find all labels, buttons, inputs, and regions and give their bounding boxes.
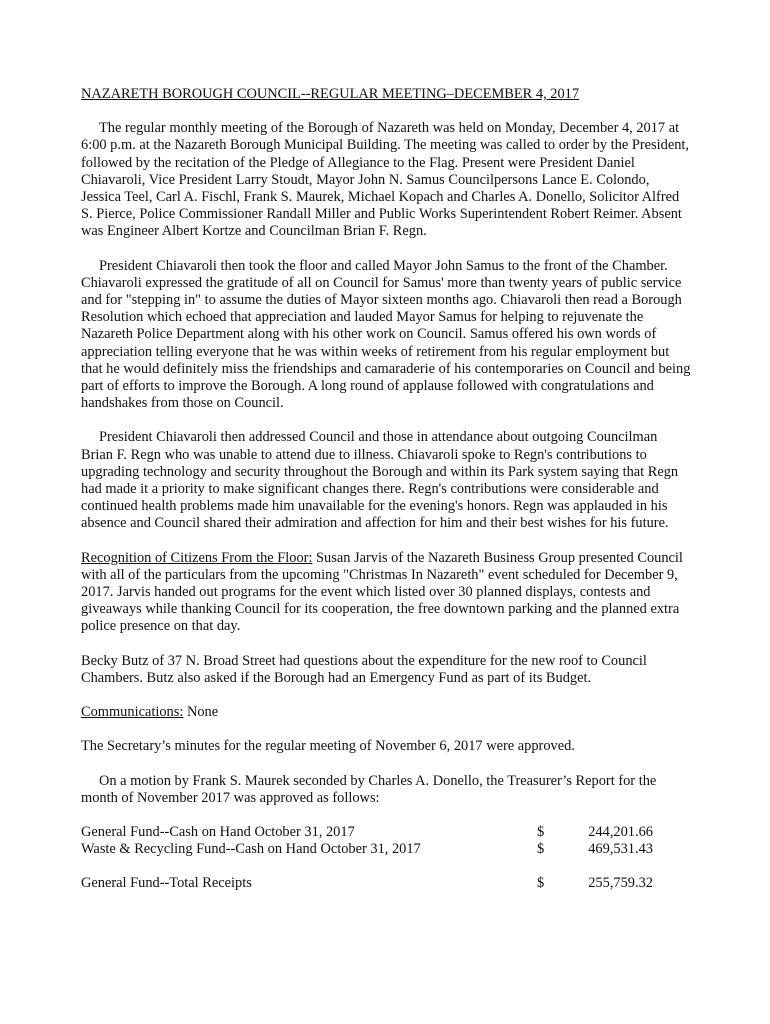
paragraph-minutes: The Secretary’s minutes for the regular meeting of November 6, 2017 were approved. — [81, 738, 575, 755]
financial-label: General Fund--Total Receipts — [81, 875, 252, 892]
financial-currency: $ — [537, 875, 545, 892]
financial-table — [81, 824, 691, 893]
paragraph-opening: The regular monthly meeting of the Borough of Nazareth was held on Monday, December 4, 2017 at 6:00 p.m. at the Nazareth Borough Municipal Building. The meeting was called to order by the President, followed by the recitation of the Pledge of Allegiance to the Flag. Present were President Daniel Chiavaroli, Vice President Larry Stoudt, Mayor John N. Samus Councilpersons Lance E. Colondo, Jessica Teel, Carl A. Fischl, Frank S. Maurek, Michael Kopach and Charles A. Donello, Solicitor Alfred S. Pierce, Police Commissioner Randall Miller and Public Works Superintendent Robert Reimer. Absent was Engineer Albert Kortze and Councilman Brian F. Regn. — [81, 120, 689, 240]
document-title: NAZARETH BOROUGH COUNCIL--REGULAR MEETING–DECEMBER 4, 2017 — [81, 86, 580, 102]
communications-heading: Communications: — [81, 704, 184, 721]
financial-amount: 244,201.66 — [588, 823, 653, 840]
financial-currency: $ — [537, 823, 545, 840]
paragraph-councilman-regn: President Chiavaroli then addressed Council and those in attendance about outgoing Councilman Brian F. Regn who was unable to attend due to illness. Chiavaroli spoke to Regn's contributions to upgrading technology and security throughout the Borough and within its Park system saying that Regn had made it a priority to make significant changes there. Regn's contributions were considerable and continued health problems made him unavailable for the evening's honors. Regn was applauded in his absence and Council shared their admiration and affection for him and their best wishes for his future. — [81, 429, 679, 532]
paragraph-mayor-samus: President Chiavaroli then took the floor and called Mayor John Samus to the front of the Chamber. Chiavaroli expressed the gratitude of all on Council for Samus' more than twenty years of public service and for "stepping in" to assume the duties of Mayor sixteen months ago. Chiavaroli then read a Borough Resolution which echoed that appreciation and lauded Mayor Samus for helping to rejuvenate the Nazareth Police Department along with his other work on Council. Samus offered his own words of appreciation telling everyone that he was within weeks of retirement from his regular employment but that he would definitely miss the friendships and camaraderie of his contemporaries on Council and being part of efforts to improve the Borough. A long round of applause followed with congratulations and handshakes from those on Council. — [81, 257, 691, 412]
financial-row — [81, 875, 691, 892]
financial-spacer — [81, 858, 691, 875]
document-page — [81, 86, 691, 892]
communications-text: None — [183, 704, 219, 721]
financial-currency: $ — [537, 841, 545, 858]
financial-label: General Fund--Cash on Hand October 31, 2017 — [81, 823, 355, 840]
financial-row — [81, 824, 691, 841]
paragraph-communications — [81, 704, 691, 721]
financial-row — [81, 841, 691, 858]
recognition-text: Susan Jarvis of the Nazareth Business Group presented Council with all of the particulars from the upcoming "Christmas In Nazareth" event scheduled for December 9, 2017. Jarvis handed out programs for the event which listed over 30 planned displays, contests and giveaways while thanking Council for its cooperation, the free downtown parking and the planned extra police presence on that day. — [81, 549, 683, 635]
recognition-heading: Recognition of Citizens From the Floor: — [81, 549, 313, 566]
financial-label: Waste & Recycling Fund--Cash on Hand October 31, 2017 — [81, 841, 421, 858]
paragraph-recognition — [81, 550, 691, 636]
financial-amount: 255,759.32 — [588, 875, 653, 892]
financial-amount: 469,531.43 — [588, 841, 653, 858]
paragraph-butz: Becky Butz of 37 N. Broad Street had questions about the expenditure for the new roof to Council Chambers. Butz also asked if the Borough had an Emergency Fund as part of its Budget. — [81, 652, 647, 686]
paragraph-treasurer: On a motion by Frank S. Maurek seconded by Charles A. Donello, the Treasurer’s Report for the month of November 2017 was approved as follows: — [81, 772, 657, 806]
